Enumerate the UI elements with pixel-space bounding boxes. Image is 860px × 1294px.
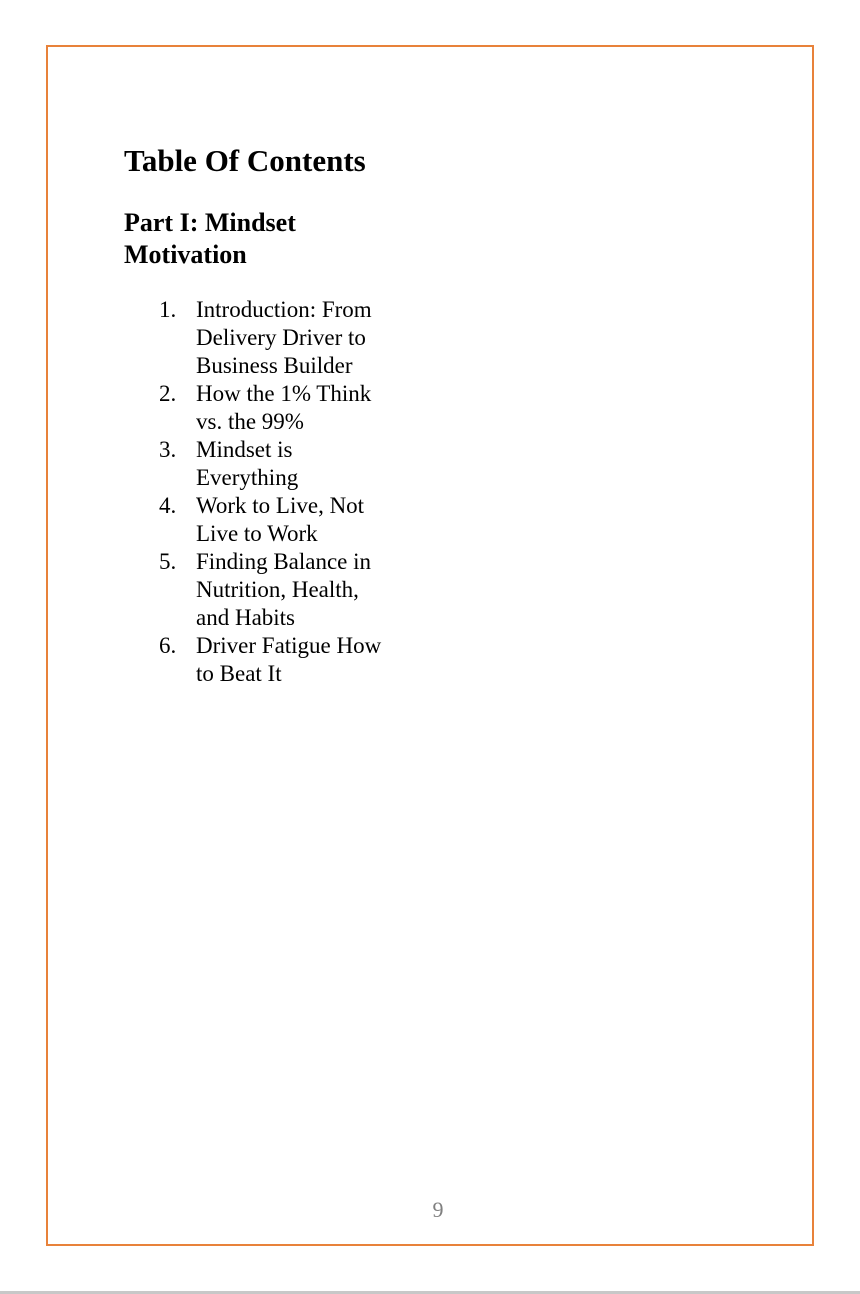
toc-title: Table Of Contents <box>124 143 366 178</box>
toc-item <box>124 296 404 380</box>
toc-item-text: Work to Live, Not Live to Work <box>196 493 365 546</box>
toc-item-text: Finding Balance in Nutrition, Health, and Habits <box>196 549 372 630</box>
toc-item <box>124 548 404 632</box>
toc-item-number: 6. <box>159 633 177 658</box>
toc-item-number: 1. <box>159 297 177 322</box>
toc-item <box>124 632 404 688</box>
toc-item-text: How the 1% Think vs. the 99% <box>196 381 372 434</box>
toc-item <box>124 436 404 492</box>
toc-item-number: 3. <box>159 437 177 462</box>
toc-item <box>124 492 404 548</box>
part-heading: Part I: Mindset Motivation <box>124 208 296 269</box>
toc-item <box>124 380 404 436</box>
toc-item-text: Mindset is Everything <box>196 437 299 490</box>
toc-item-number: 5. <box>159 549 177 574</box>
page-number: 9 <box>432 1197 444 1222</box>
toc-list <box>124 296 404 688</box>
toc-item-number: 4. <box>159 493 177 518</box>
toc-item-text: Introduction: From Delivery Driver to Business Builder <box>196 297 372 378</box>
toc-item-text: Driver Fatigue How to Beat It <box>196 633 382 686</box>
toc-item-number: 2. <box>159 381 177 406</box>
